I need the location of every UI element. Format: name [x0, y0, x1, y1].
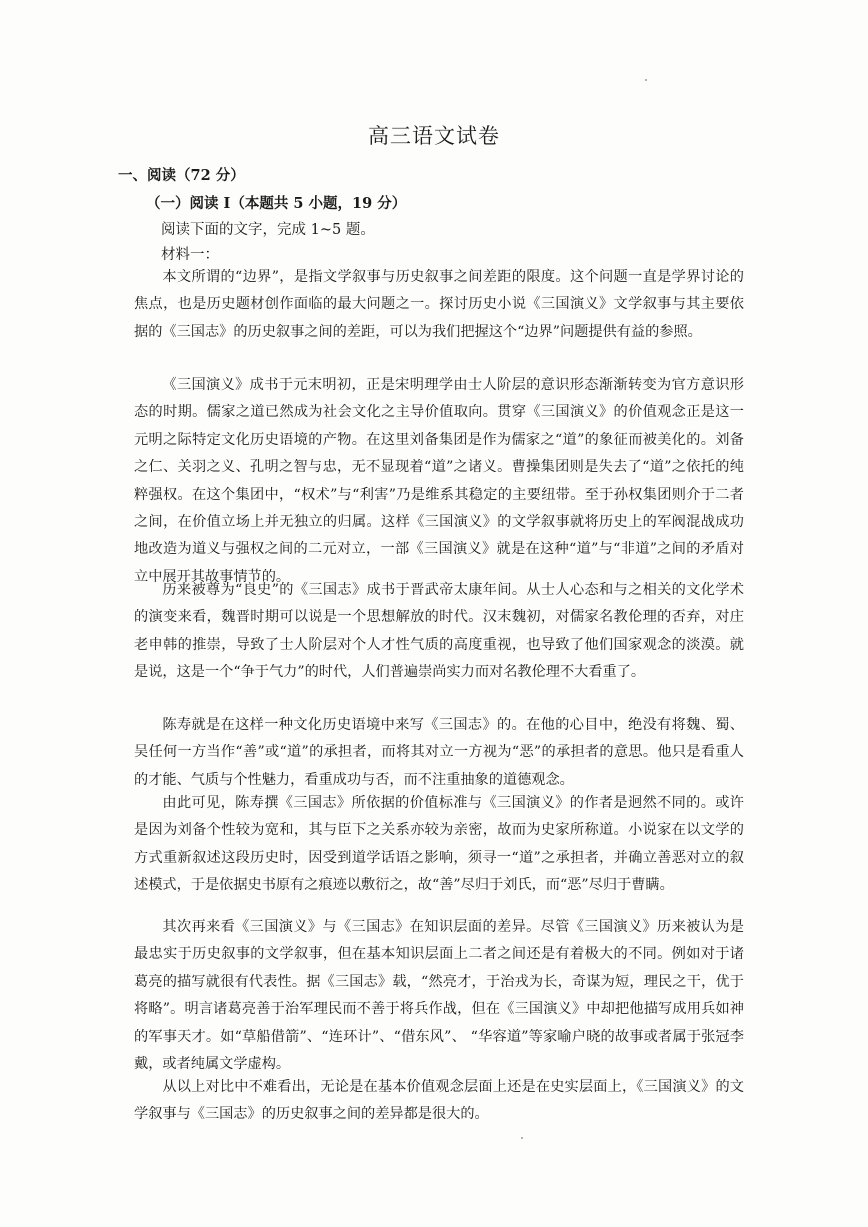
scan-speck	[521, 1137, 523, 1139]
paragraph-3: 历来被尊为“良史”的《三国志》成书于晋武帝太康年间。从士人心态和与之相关的文化学术的演变来看，魏晋时期可以说是一个思想解放的时代。汉末魏初，对儒家名教伦理的否弃，对庄老申韩的推崇，导致了士人阶层对个人才性气质的高度重视，也导致了他们国家观念的淡漠。就是说，这是一个“争于气力”的时代，人们普遍崇尚实力而对名教伦理不大看重了。	[134, 582, 744, 681]
paragraph-6: 其次再来看《三国演义》与《三国志》在知识层面的差异。尽管《三国演义》历来被认为是最忠实于历史叙事的文学叙事，但在基本知识层面上二者之间还是有着极大的不同。例如对于诸葛亮的描写就很有代表性。据《三国志》载，“然亮才，于治戎为长，奇谋为短，理民之干，优于将略”。明言诸葛亮善于治军理民而不善于将兵作战，但在《三国演义》中却把他描写成用兵如神的军事天才。如“草船借箭”、“连环计”、“借东风”、 “华容道”等家喻户晓的故事或者属于张冠李戴，或者纯属文学虚构。	[134, 919, 744, 1073]
page-title: 高三语文试卷	[368, 124, 500, 148]
paragraph-1: 本文所谓的“边界”，是指文学叙事与历史叙事之间差距的限度。这个问题一直是学界讨论的焦点，也是历史题材创作面临的最大问题之一。探讨历史小说《三国演义》文学叙事与其主要依据的《三国志》的历史叙事之间的差距，可以为我们把握这个“边界”问题提供有益的参照。	[134, 269, 744, 340]
section-heading: 一、阅读（72 分）	[118, 167, 245, 184]
subsection-heading: （一）阅读 I（本题共 5 小题，19 分）	[146, 195, 407, 212]
paragraph-2: 《三国演义》成书于元末明初，正是宋明理学由士人阶层的意识形态渐渐转变为官方意识形态的时期。儒家之道已然成为社会文化之主导价值取向。贯穿《三国演义》的价值观念正是这一元明之际特定文化历史语境的产物。在这里刘备集团是作为儒家之“道”的象征而被美化的。刘备之仁、关羽之义、孔明之智与忠，无不显现着“道”之诸义。曹操集团则是失去了“道”之依托的纯粹强权。在这个集团中，“权术”与“利害”乃是维系其稳定的主要纽带。至于孙权集团则介于二者之间，在价值立场上并无独立的归属。这样《三国演义》的文学叙事就将历史上的军阀混战成功地改造为道义与强权之间的二元对立，一部《三国演义》就是在这种“道”与“非道”之间的矛盾对立中展开其故事情节的。	[134, 377, 744, 585]
paragraph-7: 从以上对比中不难看出，无论是在基本价值观念层面上还是在史实层面上，《三国演义》的文学叙事与《三国志》的历史叙事之间的差异都是很大的。	[134, 1079, 744, 1123]
paragraph-5: 由此可见，陈寿撰《三国志》所依据的价值标准与《三国演义》的作者是迥然不同的。或许是因为刘备个性较为宽和，其与臣下之关系亦较为亲密，故而为史家所称道。小说家在以文学的方式重新叙述这段历史时，因受到道学话语之影响，须寻一“道”之承担者，并确立善恶对立的叙述模式，于是依据史书原有之痕迹以敷衍之，故“善”尽归于刘氏，而“恶”尽归于曹瞒。	[134, 795, 744, 894]
scan-speck	[645, 79, 647, 81]
paragraph-4: 陈寿就是在这样一种文化历史语境中来写《三国志》的。在他的心目中，绝没有将魏、蜀、吴任何一方当作“善”或“道”的承担者，而将其对立一方视为“恶”的承担者的意思。他只是看重人的才能、气质与个性魅力，看重成功与否，而不注重抽象的道德观念。	[134, 717, 744, 788]
material-label: 材料一：	[161, 247, 219, 263]
instruction-text: 阅读下面的文字，完成 1~5 题。	[161, 222, 375, 238]
